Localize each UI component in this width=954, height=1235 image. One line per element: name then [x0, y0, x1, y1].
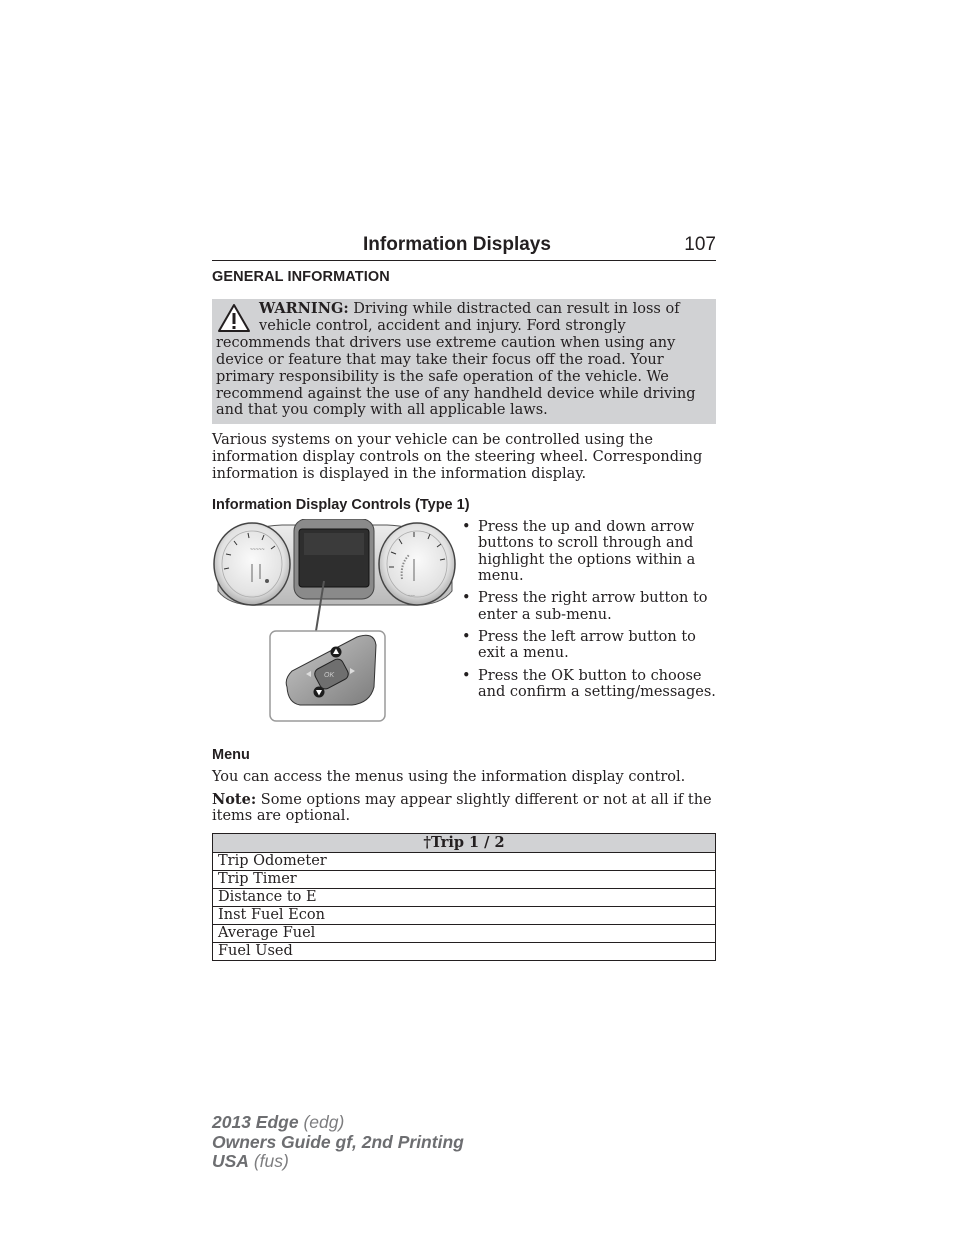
- ok-label: OK: [324, 672, 335, 680]
- warning-label: WARNING:: [259, 300, 349, 317]
- note-text: Some options may appear slightly different or not at all if the items are optional.: [212, 791, 712, 825]
- footer-line-2: Owners Guide gf, 2nd Printing: [212, 1131, 464, 1152]
- controls-bullet-list: [457, 519, 716, 735]
- page-number: 107: [684, 234, 716, 255]
- page-header: [212, 228, 716, 261]
- trip-menu-table: [212, 833, 716, 961]
- table-row: [213, 888, 716, 906]
- table-cell: Distance to E: [213, 888, 716, 906]
- table-row: [213, 906, 716, 924]
- table-cell: Inst Fuel Econ: [213, 906, 716, 924]
- menu-title: Menu: [212, 747, 250, 764]
- controls-title: Information Display Controls (Type 1): [212, 497, 470, 514]
- trip-table-header: †Trip 1 / 2: [213, 833, 716, 852]
- svg-text:~~~: ~~~: [408, 593, 416, 599]
- table-row: [213, 870, 716, 888]
- table-row: [213, 924, 716, 942]
- menu-paragraph: You can access the menus using the information display control.: [212, 769, 686, 786]
- controls-section: [212, 519, 716, 735]
- bullet-item: • Press the up and down arrow buttons to scroll through and highlight the options within a menu.: [462, 519, 716, 584]
- page-content: [212, 228, 716, 961]
- svg-text:~~~~~: ~~~~~: [250, 547, 265, 554]
- table-row: [213, 852, 716, 870]
- table-cell: Average Fuel: [213, 924, 716, 942]
- warning-box: [212, 299, 716, 424]
- note-paragraph: [212, 792, 716, 825]
- section-title: GENERAL INFORMATION: [212, 269, 390, 285]
- bullet-item: • Press the right arrow button to enter a sub-menu.: [462, 590, 716, 623]
- speedometer-dial: [379, 523, 455, 605]
- page-footer: [212, 1113, 464, 1172]
- table-row: [213, 942, 716, 960]
- information-display-screen: [294, 519, 374, 599]
- steering-wheel-control-pad: [270, 631, 385, 721]
- cluster-illustration: [212, 519, 457, 735]
- table-cell: Trip Odometer: [213, 852, 716, 870]
- tachometer-dial: [214, 523, 290, 605]
- footer-line-1: 2013 Edge (edg): [212, 1112, 345, 1132]
- note-label: Note:: [212, 790, 257, 808]
- warning-text: Driving while distracted can result in loss of vehicle control, accident and injury. Ford strongly recommends that drivers use extreme caution when using any device or feature that may take their focus off the road. Your primary responsibility is the safe operation of the vehicle. We recommend against the use of any handheld device while driving and that you comply with all applicable laws.: [216, 301, 696, 419]
- bullet-item: • Press the OK button to choose and confirm a setting/messages.: [462, 668, 716, 701]
- instrument-cluster-figure: [212, 519, 457, 735]
- intro-paragraph: Various systems on your vehicle can be controlled using the information display controls on the steering wheel. Corresponding information is displayed in the information display.: [212, 432, 703, 482]
- bullet-item: • Press the left arrow button to exit a menu.: [462, 629, 716, 662]
- warning-triangle-icon: [217, 303, 251, 333]
- chapter-title: Information Displays: [363, 234, 551, 255]
- table-cell: Trip Timer: [213, 870, 716, 888]
- footer-line-3: USA (fus): [212, 1151, 289, 1171]
- table-cell: Fuel Used: [213, 942, 716, 960]
